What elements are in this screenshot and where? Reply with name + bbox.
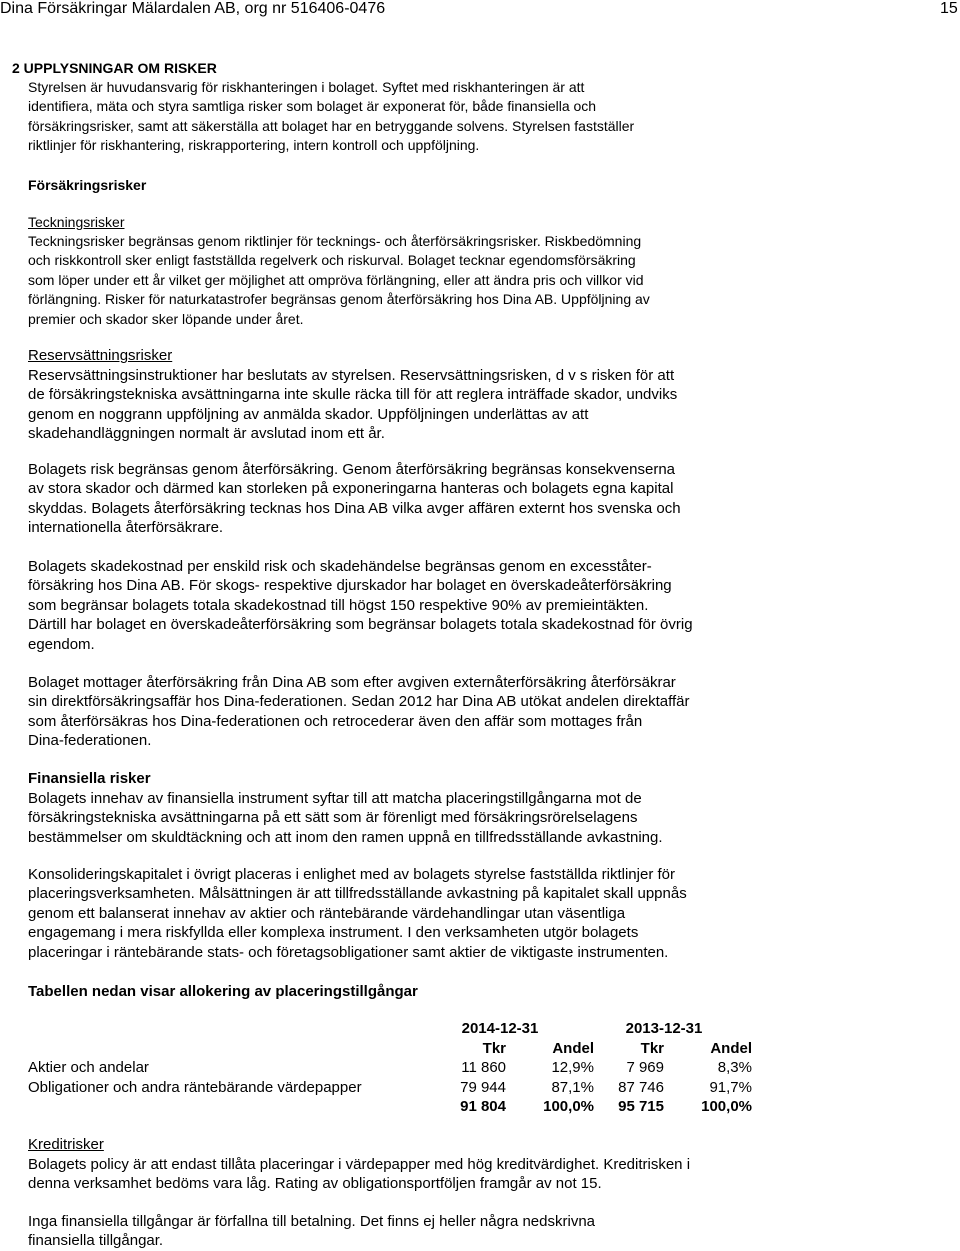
table-cell: 12,9% [551,1059,594,1077]
reserve-risks-paragraph-1 [28,366,938,444]
column-header: Andel [552,1039,594,1057]
table-total-row [28,1097,752,1117]
column-date-2013: 2013-12-31 [625,1020,703,1037]
financial-risks-heading: Finansiella risker [28,770,151,787]
paragraph-line: engagemang i mera riskfyllda eller komplexa instrument. I den verksamheten utgör bolagets [28,924,639,942]
table-row [28,1078,752,1098]
paragraph-line: försäkring hos Dina AB. För skogs- respektive djurskador har bolaget en överskadeåterförsäkring [28,577,672,595]
table-subheader-row [28,1039,752,1059]
paragraph-line: Bolaget mottager återförsäkring från Dina AB som efter avgiven externåterförsäkring återförsäkrar [28,674,676,691]
row-label [28,1097,428,1117]
document-header-title: Dina Försäkringar Mälardalen AB, org nr 516406-0476 [0,0,386,17]
table-cell: 100,0% [701,1098,752,1116]
paragraph-line: som återförsäkras hos Dina-federationen och retrocederar även den affär som mottages från [28,712,643,730]
paragraph-line: Bolagets skadekostnad per enskild risk och skadehändelse begränsas genom en excesståter- [28,558,652,575]
column-header: Andel [710,1039,752,1057]
paragraph-line: Bolagets innehav av finansiella instrument syftar till att matcha placeringstillgångarna mot de [28,790,642,807]
table-cell: 87 746 [618,1078,664,1096]
credit-risks-heading: Kreditrisker [28,1136,104,1153]
credit-risks-paragraph-2 [28,1212,938,1251]
paragraph-line: egendom. [28,635,95,653]
paragraph-line: Dina-federationen. [28,732,152,750]
column-header: Tkr [482,1039,506,1057]
table-cell: 91,7% [709,1078,752,1096]
table-row [28,1058,752,1078]
credit-risks-paragraph-1 [28,1155,938,1194]
intro-line: försäkringsrisker, samt att säkerställa att bolaget har en betryggande solvens. Styrelsen fastställer [28,117,635,134]
reserve-risks-paragraph-2 [28,460,938,538]
row-label: Aktier och andelar [28,1059,149,1077]
intro-line: identifiera, mäta och styra samtliga risker som bolaget är exponerat för, både finansiella och [28,98,597,115]
column-header: Tkr [640,1039,664,1057]
paragraph-line: Reservsättningsinstruktioner har beslutats av styrelsen. Reservsättningsrisken, d v s risken för att [28,367,675,384]
table-cell: 8,3% [717,1059,752,1077]
paragraph-line: försäkringstekniska avsättningarna på ett sätt som är förenligt med försäkringsrörelselagens [28,809,638,827]
paragraph-line: Teckningsrisker begränsas genom riktlinjer för tecknings- och återförsäkringsrisker. Riskbedömning [28,233,642,249]
column-date-2014: 2014-12-31 [461,1020,539,1037]
intro-paragraph [28,78,938,156]
reserve-risks-paragraph-3 [28,557,938,654]
table-cell: 7 969 [626,1059,664,1077]
paragraph-line: av stora skador och därmed kan storleken på exponeringarna hanteras och bolagets egna kapital [28,480,674,498]
page-number: 15 [940,0,958,17]
financial-risks-paragraph-2 [28,865,938,962]
table-cell: 95 715 [618,1098,664,1116]
paragraph-line: placeringsverksamheten. Målsättningen är att tillfredsställande avkastning på kapitalet skall uppnås [28,885,687,903]
paragraph-line: som begränsar bolagets totala skadekostnad till högst 150 respektive 90% av premieintäkten. [28,596,649,614]
table-cell: 100,0% [543,1098,594,1116]
row-label: Obligationer och andra räntebärande värdepapper [28,1078,362,1096]
table-header-row [28,1019,752,1039]
allocation-table [28,1019,752,1117]
intro-line: riktlinjer för riskhantering, riskrapportering, intern kontroll och uppföljning. [28,137,480,154]
paragraph-line: förlängning. Risker för naturkatastrofer begränsas genom återförsäkring hos Dina AB. Uppföljning av [28,291,650,308]
table-cell: 79 944 [460,1078,506,1096]
financial-risks-paragraph-1 [28,789,938,847]
paragraph-line: Inga finansiella tillgångar är förfallna till betalning. Det finns ej heller några nedskrivna [28,1213,595,1230]
paragraph-line: skyddas. Bolagets återförsäkring tecknas hos Dina AB vilka avger affären externt hos svenska och [28,499,681,517]
paragraph-line: premier och skador sker löpande under året. [28,310,304,327]
reserve-risks-heading: Reservsättningsrisker [28,347,173,364]
paragraph-line: Bolagets policy är att endast tillåta placeringar i värdepapper med hög kreditvärdighet. Kreditrisken i [28,1156,691,1173]
insurance-risks-heading: Försäkringsrisker [28,177,147,193]
table-cell: 91 804 [460,1098,506,1116]
paragraph-line: och riskkontroll sker enligt fastställda regelverk och riskurval. Bolaget tecknar egendomsförsäkring [28,252,636,269]
paragraph-line: Konsolideringskapitalet i övrigt placeras i enlighet med av bolagets styrelse fastställda riktlinjer för [28,866,675,883]
paragraph-line: som löper under ett år vilket ger möjlighet att ompröva förlängning, eller att ändra pris och villkor vid [28,271,644,288]
table-cell: 11 860 [461,1059,506,1077]
paragraph-line: Bolagets risk begränsas genom återförsäkring. Genom återförsäkring begränsas konsekvenserna [28,461,676,478]
underwriting-risks-heading: Teckningsrisker [28,214,125,230]
intro-line: Styrelsen är huvudansvarig för riskhanteringen i bolaget. Syftet med riskhanteringen är att [28,79,585,95]
paragraph-line: genom en noggrann uppföljning av anmälda skador. Uppföljningen underlättas av att [28,405,589,423]
paragraph-line: Därtill har bolaget en överskadeåterförsäkring som begränsar bolagets totala skadekostnad för övrig [28,616,693,634]
reserve-risks-paragraph-4 [28,673,938,751]
paragraph-line: sin direktförsäkringsaffär hos Dina-federationen. Sedan 2012 har Dina AB utökat andelen direktaffär [28,693,690,711]
underwriting-risks-paragraph [28,232,938,329]
paragraph-line: denna verksamhet bedöms vara låg. Rating av obligationsportföljen framgår av not 15. [28,1175,602,1193]
paragraph-line: genom ett balanserat innehav av aktier och räntebärande värdehandlingar utan väsentliga [28,904,626,922]
section-title: 2 UPPLYSNINGAR OM RISKER [12,60,217,76]
paragraph-line: placeringar i räntebärande stats- och företagsobligationer samt aktier de viktigaste instrumenten. [28,943,669,961]
table-cell: 87,1% [551,1078,594,1096]
paragraph-line: bestämmelser om skuldtäckning och att inom den ramen uppnå en tillfredsställande avkastning. [28,828,663,846]
allocation-table-heading: Tabellen nedan visar allokering av placeringstillgångar [28,983,418,1000]
paragraph-line: finansiella tillgångar. [28,1232,164,1250]
paragraph-line: internationella återförsäkrare. [28,519,224,537]
paragraph-line: de försäkringstekniska avsättningarna inte skulle räcka till för att reglera inträffade skador, undviks [28,386,678,404]
paragraph-line: skadehandläggningen normalt är avslutad inom ett år. [28,425,385,443]
